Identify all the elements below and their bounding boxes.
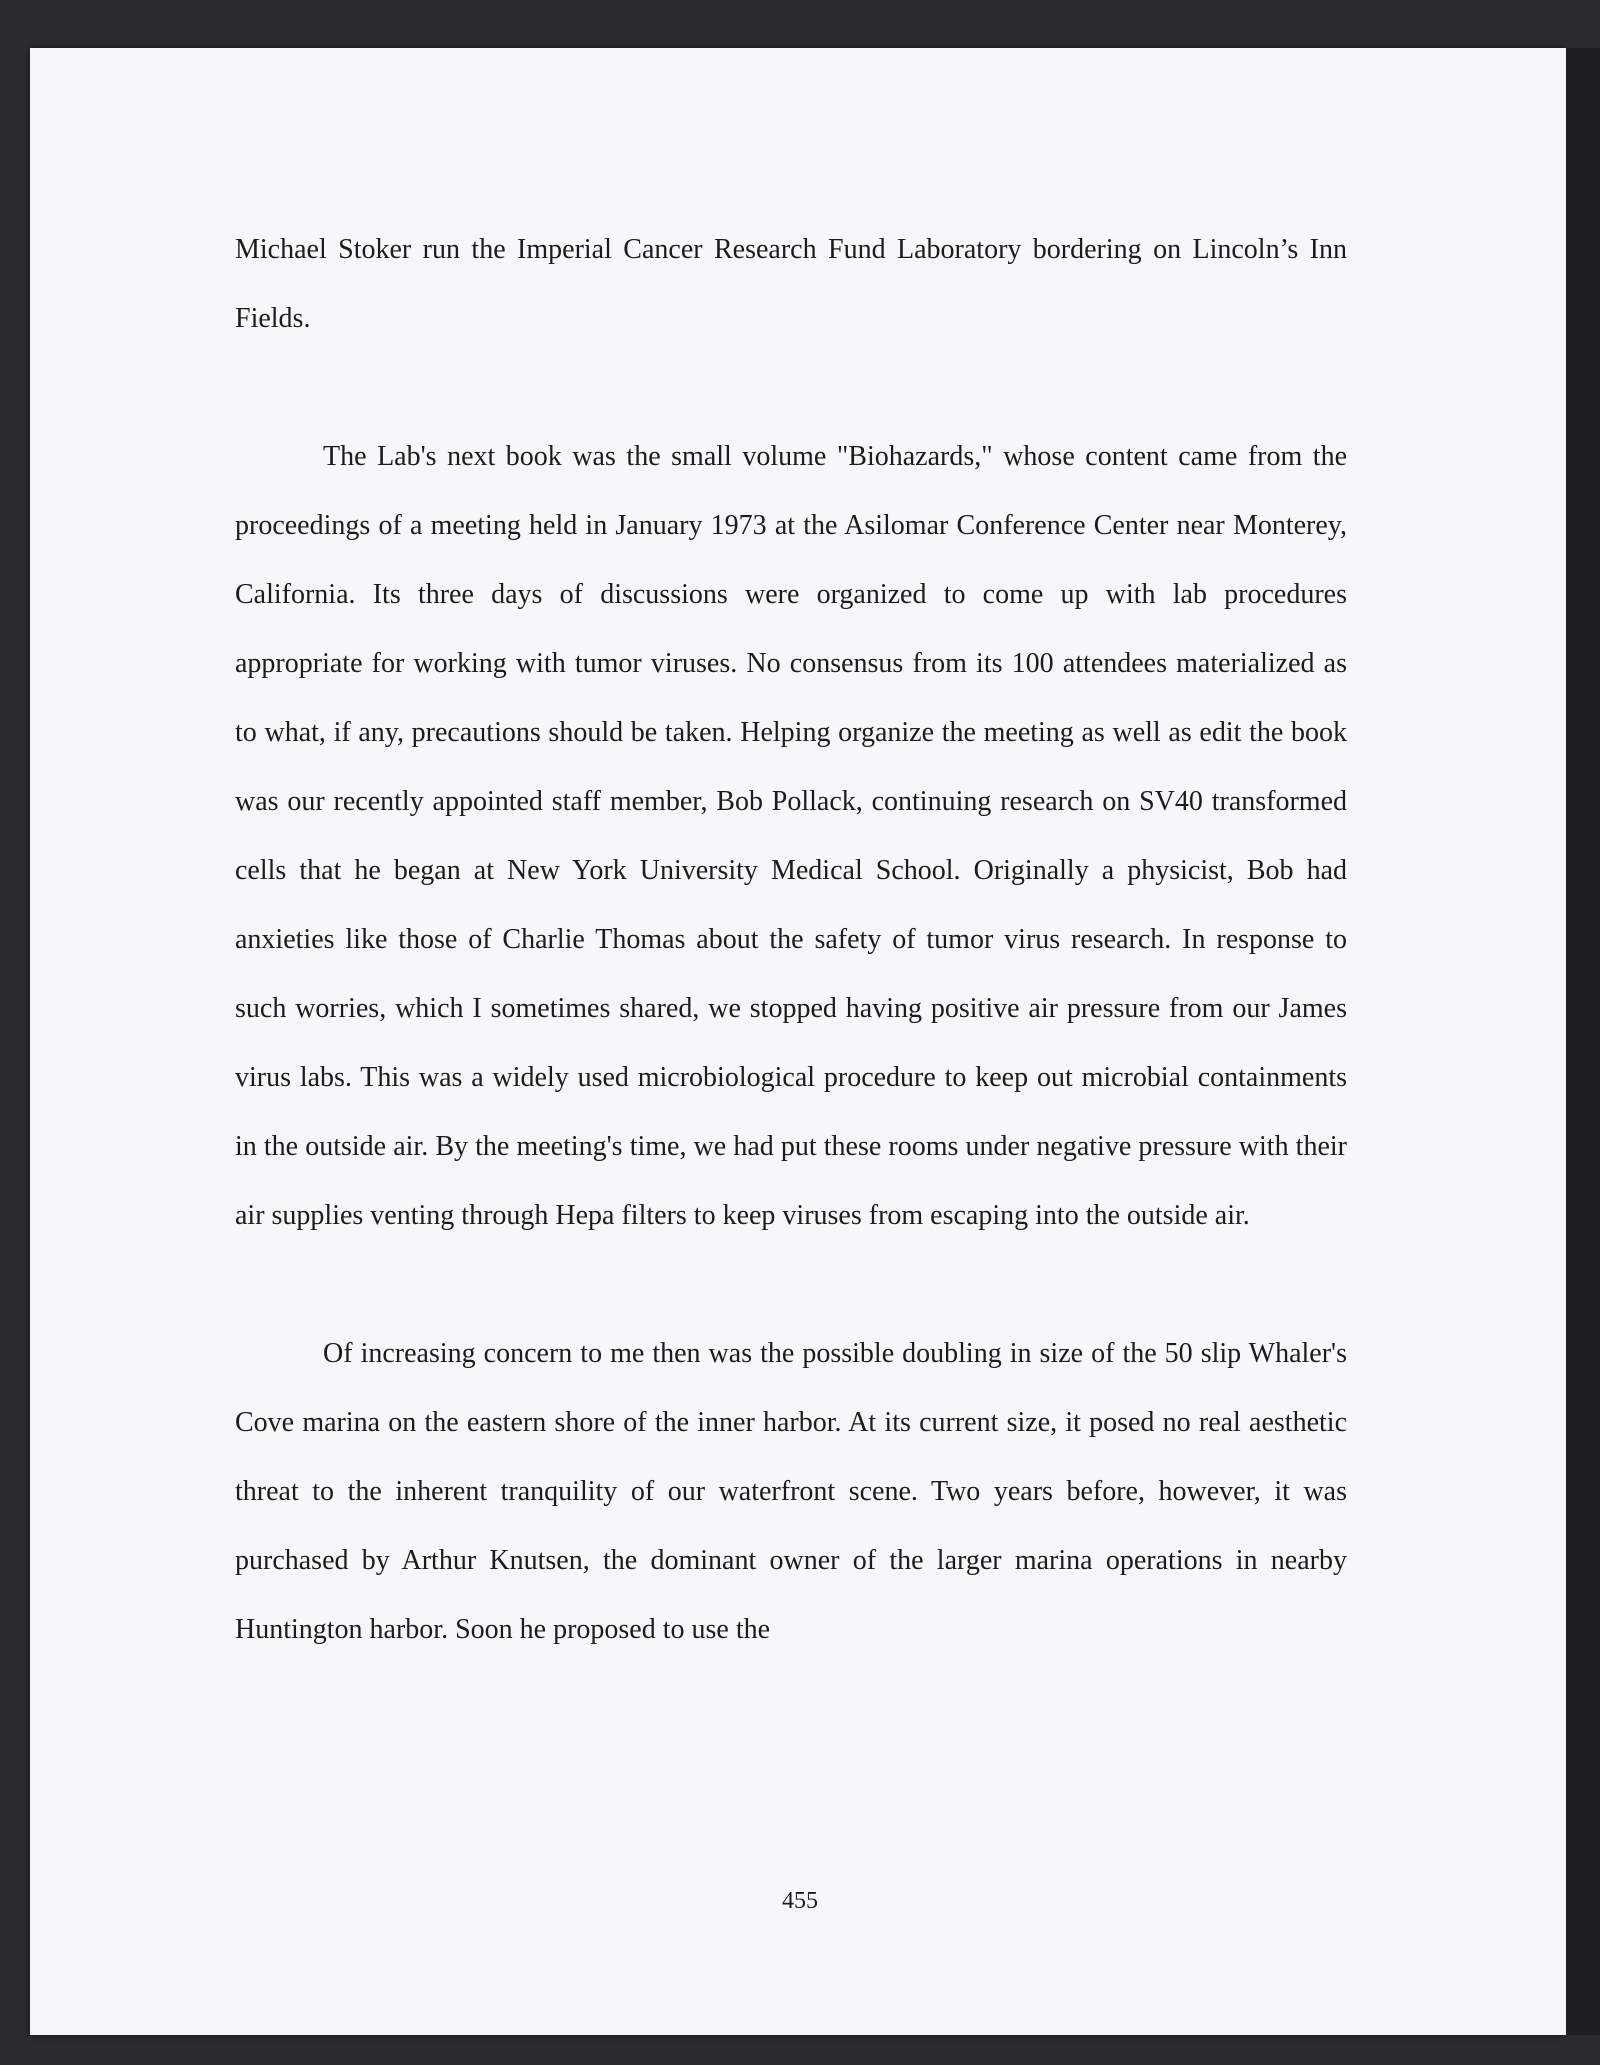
- page-edge-shadow: [1566, 48, 1600, 2035]
- page-number: 455: [782, 1888, 818, 1914]
- paragraph-1: Michael Stoker run the Imperial Cancer Research Fund Laboratory bordering on Lincoln’s Inn Fields.: [235, 234, 1347, 334]
- paragraph-2: The Lab's next book was the small volume "Biohazards," whose content came from the proceedings of a meeting held in January 1973 at the Asilomar Conference Center near Monterey, California. Its three days of discussions were organized to come up with lab procedures appropriate for working with tumor viruses. No consensus from its 100 attendees materialized as to what, if any, precautions should be taken. Helping organize the meeting as well as edit the book was our recently appointed staff member, Bob Pollack, continuing research on SV40 transformed cells that he began at New York University Medical School. Originally a physicist, Bob had anxieties like those of Charlie Thomas about the safety of tumor virus research. In response to such worries, which I sometimes shared, we stopped having positive air pressure from our James virus labs. This was a widely used microbiological procedure to keep out microbial containments in the outside air. By the meeting's time, we had put these rooms under negative pressure with their air supplies venting through Hepa filters to keep viruses from escaping into the outside air.: [235, 441, 1347, 1231]
- body-text: [235, 215, 1347, 1664]
- paragraph-3: Of increasing concern to me then was the possible doubling in size of the 50 slip Whaler's Cove marina on the eastern shore of the inner harbor. At its current size, it posed no real aesthetic threat to the inherent tranquility of our waterfront scene. Two years before, however, it was purchased by Arthur Knutsen, the dominant owner of the larger marina operations in nearby Huntington harbor. Soon he proposed to use the: [235, 1338, 1347, 1645]
